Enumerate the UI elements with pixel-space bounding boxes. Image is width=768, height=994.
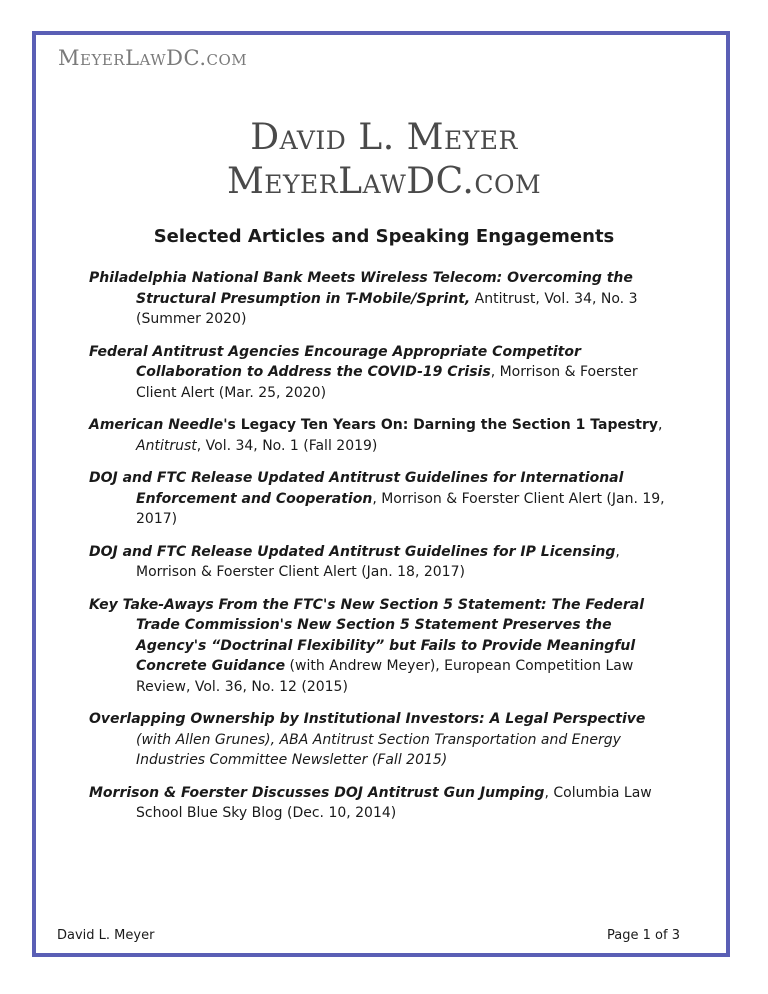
article-entry (89, 542, 679, 583)
article-text: , Vol. 34, No. 1 (Fall 2019) (196, 437, 378, 454)
footer-author: David L. Meyer (57, 928, 155, 943)
article-entry (89, 268, 679, 330)
article-entry (89, 709, 679, 771)
article-text: , Columbia Law School Blue Sky Blog (Dec. 10, 2014) (136, 784, 652, 821)
article-text: Antitrust, Vol. 34, No. 3 (Summer 2020) (136, 290, 638, 327)
article-text: Antitrust (136, 437, 197, 454)
article-entry (89, 783, 679, 824)
footer-page-number: Page 1 of 3 (607, 928, 680, 943)
article-text: (with Andrew Meyer), European Competition Law Review, Vol. 36, No. 12 (2015) (136, 658, 634, 695)
masthead-name: David L. Meyer (250, 117, 518, 158)
masthead (0, 116, 768, 204)
article-text: (with Allen Grunes), ABA Antitrust Section Transportation and Energy Industries Committee Newsletter (Fall 2015) (136, 731, 621, 768)
article-entry (89, 415, 679, 456)
article-text: Philadelphia National Bank Meets Wireless Telecom: Overcoming the Structural Presumption in T-Mobile/Sprint, (89, 270, 633, 307)
masthead-site: MeyerLawDC.com (226, 161, 542, 202)
article-text: 's Legacy Ten Years On: Darning the Section 1 Tapestry (223, 417, 659, 433)
article-text: DOJ and FTC Release Updated Antitrust Guidelines for IP Licensing (89, 543, 616, 560)
article-text: , Morrison & Foerster Client Alert (Mar. 25, 2020) (136, 364, 638, 401)
section-title: Selected Articles and Speaking Engagements (153, 226, 615, 247)
article-text: Key Take-Aways From the FTC's New Section 5 Statement: The Federal Trade Commission's New Section 5 Statement Preserves the Agency's “Doctrinal Flexibility” but Fails to Provide Meaningful Concrete Guidance (89, 596, 645, 674)
article-list (89, 268, 679, 836)
article-text: , Morrison & Foerster Client Alert (Jan. 18, 2017) (136, 543, 620, 580)
article-entry (89, 595, 679, 698)
article-text: Overlapping Ownership by Institutional Investors: A Legal Perspective (89, 711, 646, 727)
article-text: , Morrison & Foerster Client Alert (Jan. 19, 2017) (136, 490, 665, 527)
article-text: American Needle (89, 417, 224, 433)
article-entry (89, 468, 679, 530)
article-entry (89, 342, 679, 404)
site-logo: MeyerLawDC.com (58, 46, 248, 70)
article-text: , (658, 417, 663, 433)
article-text: DOJ and FTC Release Updated Antitrust Guidelines for International Enforcement and Cooperation (89, 470, 624, 507)
article-text: Morrison & Foerster Discusses DOJ Antitrust Gun Jumping (89, 784, 545, 801)
article-text: Federal Antitrust Agencies Encourage Appropriate Competitor Collaboration to Address the COVID-19 Crisis (89, 343, 581, 380)
